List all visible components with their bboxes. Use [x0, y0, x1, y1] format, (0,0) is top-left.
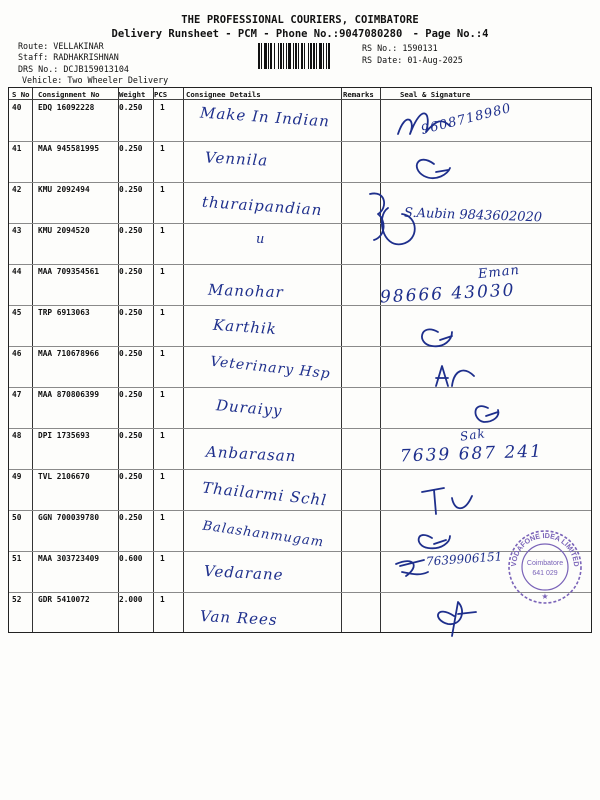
- row-weight: 0.250: [119, 349, 143, 358]
- row-sno: 49: [12, 472, 22, 481]
- row-sno: 44: [12, 267, 22, 276]
- signature-name-48: Sak: [459, 426, 487, 444]
- signature-number-48: 7639 687 241: [399, 441, 544, 467]
- row-pcs: 1: [160, 390, 165, 399]
- company-title: THE PROFESSIONAL COURIERS, COIMBATORE: [181, 14, 419, 26]
- row-pcs: 1: [160, 144, 165, 153]
- row-weight: 0.250: [119, 390, 143, 399]
- col-header-seal: Seal & Signature: [400, 90, 471, 99]
- row-weight: 0.250: [119, 267, 143, 276]
- svg-text:★: ★: [541, 592, 549, 601]
- row-weight: 0.250: [119, 513, 143, 522]
- row-consignee: Vennila: [204, 148, 269, 170]
- row-pcs: 1: [160, 554, 165, 563]
- row-consignment: MAA 710678966: [38, 349, 100, 358]
- row-pcs: 1: [160, 267, 165, 276]
- signature-name-44: Eman: [477, 262, 521, 283]
- row-consignment: EDQ 16092228: [38, 103, 95, 112]
- barcode: [258, 43, 352, 69]
- row-consignee: thuraipandian: [201, 192, 323, 220]
- runsheet-meta-right: [362, 42, 463, 67]
- company-seal-stamp: [506, 528, 584, 606]
- row-sno: 43: [12, 226, 22, 235]
- stamp-code: 641 029: [532, 570, 558, 577]
- row-sno: 41: [12, 144, 22, 153]
- row-consignee: Vedarane: [203, 561, 284, 585]
- row-pcs: 1: [160, 349, 165, 358]
- row-consignment: TRP 6913063: [38, 308, 90, 317]
- signature-number-40: 9608718980: [419, 101, 514, 138]
- row-sno: 40: [12, 103, 22, 112]
- row-sno: 42: [12, 185, 22, 194]
- col-header-sno: S No: [12, 90, 30, 99]
- row-sno: 46: [12, 349, 22, 358]
- row-consignee: Duraiyy: [215, 396, 284, 420]
- row-consignment: TVL 2106670: [38, 472, 90, 481]
- row-consignee: Karthik: [212, 315, 278, 339]
- stamp-company: VODAFONE IDEA LIMITED: [508, 530, 582, 567]
- row-weight: 0.250: [119, 226, 143, 235]
- page-number: - Page No.:4: [412, 28, 489, 40]
- row-consignee: Manohar: [207, 280, 285, 302]
- row-weight: 2.000: [119, 595, 143, 604]
- row-consignee: Anbarasan: [205, 442, 297, 466]
- row-weight: 0.600: [119, 554, 143, 563]
- runsheet-meta-left: [18, 41, 168, 86]
- row-weight: 0.250: [119, 103, 143, 112]
- row-sno: 48: [12, 431, 22, 440]
- row-pcs: 1: [160, 308, 165, 317]
- runsheet-phone-line: Delivery Runsheet - PCM - Phone No.:9047080280: [111, 28, 403, 40]
- row-consignee: Thailarmi Schl: [201, 478, 328, 510]
- staff: Staff: RADHAKRISHNAN: [18, 52, 119, 63]
- row-sno: 47: [12, 390, 22, 399]
- row-sno: 51: [12, 554, 22, 563]
- signature-number-42: S.Aubin 9843602020: [403, 205, 543, 226]
- col-header-consignee: Consignee Details: [186, 90, 261, 99]
- row-pcs: 1: [160, 185, 165, 194]
- row-pcs: 1: [160, 226, 165, 235]
- row-weight: 0.250: [119, 185, 143, 194]
- row-consignment: MAA 870806399: [38, 390, 100, 399]
- row-consignee: Van Rees: [199, 606, 278, 630]
- row-sno: 50: [12, 513, 22, 522]
- row-weight: 0.250: [119, 431, 143, 440]
- row-consignee: Make In Indian: [199, 103, 331, 131]
- row-consignee: Veterinary Hsp: [209, 353, 332, 383]
- row-weight: 0.250: [119, 144, 143, 153]
- col-header-consignment: Consignment No: [38, 90, 100, 99]
- row-weight: 0.250: [119, 472, 143, 481]
- stamp-city: Coimbatore: [526, 560, 564, 567]
- row-sno: 45: [12, 308, 22, 317]
- row-consignment: MAA 303723409: [38, 554, 100, 563]
- row-consignment: MAA 709354561: [38, 267, 100, 276]
- row-pcs: 1: [160, 595, 165, 604]
- row-pcs: 1: [160, 472, 165, 481]
- col-header-weight: Weight: [119, 90, 146, 99]
- row-consignee: Balashanmugam: [201, 518, 325, 551]
- runsheet-subtitle: [0, 28, 600, 40]
- vehicle: Vehicle: Two Wheeler Delivery: [22, 74, 169, 85]
- runsheet-table: [8, 87, 592, 633]
- rs-number: RS No.: 1590131: [362, 43, 438, 53]
- row-consignment: DPI 1735693: [38, 431, 90, 440]
- row-pcs: 1: [160, 103, 165, 112]
- row-consignment: MAA 945581995: [38, 144, 100, 153]
- row-sno: 52: [12, 595, 22, 604]
- row-pcs: 1: [160, 431, 165, 440]
- row-consignee: u: [256, 232, 266, 247]
- row-consignment: GGN 700039780: [38, 513, 100, 522]
- rs-date: RS Date: 01-Aug-2025: [362, 55, 463, 66]
- col-header-remarks: Remarks: [343, 90, 374, 99]
- signature-number-51: 7639906151: [425, 549, 503, 569]
- row-consignment: GDR 5410072: [38, 595, 90, 604]
- row-weight: 0.250: [119, 308, 143, 317]
- signature-number-44: 98666 43030: [379, 280, 517, 308]
- row-consignment: KMU 2092494: [38, 185, 90, 194]
- route: Route: VELLAKINAR: [18, 41, 104, 51]
- row-consignment: KMU 2094520: [38, 226, 90, 235]
- row-pcs: 1: [160, 513, 165, 522]
- drs-number: DRS No.: DCJB159013104: [18, 63, 129, 74]
- col-header-pcs: PCS: [154, 90, 168, 99]
